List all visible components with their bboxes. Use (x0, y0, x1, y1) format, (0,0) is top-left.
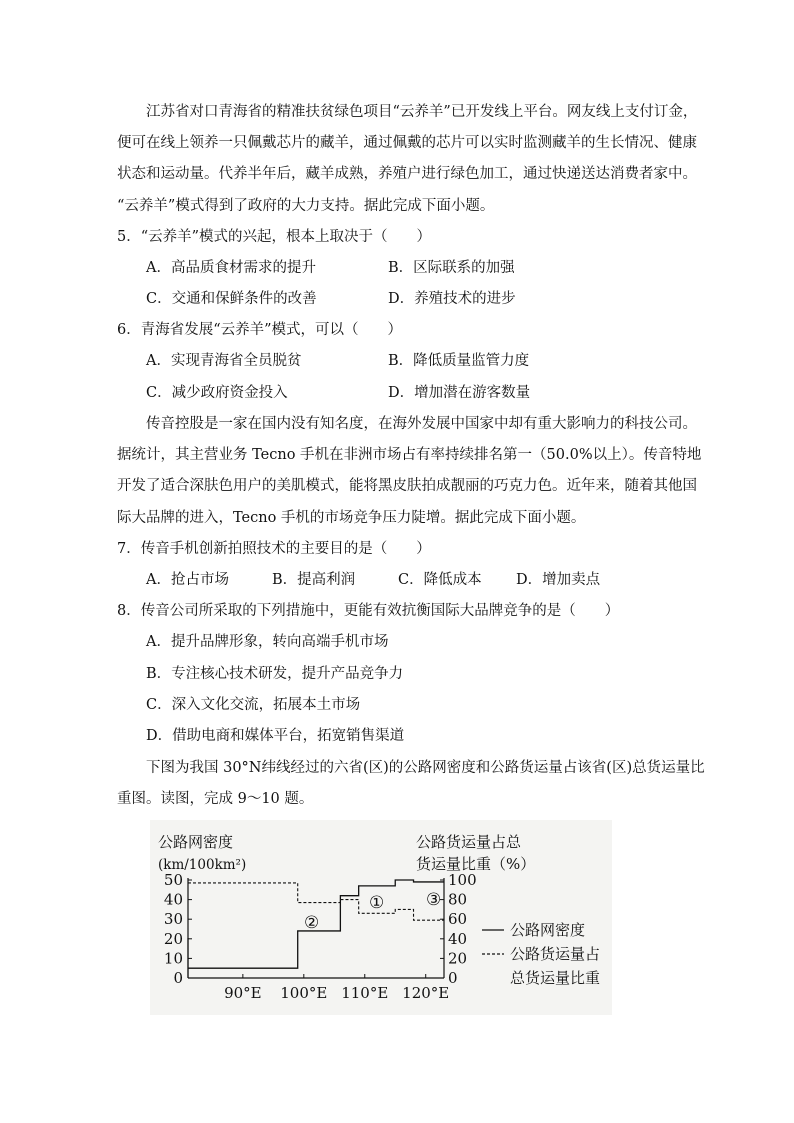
q7-option-c[interactable]: C．降低成本 (398, 572, 482, 588)
passage2-line: 据统计，其主营业务 Tecno 手机在非洲市场占有率持续排名第一（50.0%以上）。传音特地 (117, 447, 702, 463)
chart-svg (150, 820, 612, 1015)
x-tick-label: 90°E (224, 984, 262, 1002)
x-tick-label: 120°E (402, 984, 450, 1002)
q7-option-b[interactable]: B．提高利润 (272, 572, 356, 588)
right-axis-unit: 货运量比重（%） (416, 855, 536, 873)
passage1-line: “云养羊”模式得到了政府的大力支持。据此完成下面小题。 (117, 198, 495, 214)
question-5-stem: 5．“云养羊”模式的兴起，根本上取决于（ ） (117, 229, 432, 245)
question-6-stem: 6．青海省发展“云养羊”模式，可以（ ） (117, 322, 403, 338)
road-density-chart (150, 820, 612, 1015)
passage1-line: 江苏省对口青海省的精准扶贫绿色项目“云养羊”已开发线上平台。网友线上支付订金， (146, 104, 698, 120)
left-tick-label: 50 (163, 871, 183, 889)
right-tick-label: 20 (448, 949, 468, 968)
q6-option-a[interactable]: A．实现青海省全员脱贫 (146, 353, 302, 369)
q6-option-c[interactable]: C．减少政府资金投入 (146, 385, 288, 401)
passage3-line: 重图。读图，完成 9～10 题。 (117, 791, 314, 807)
region-label-2: ② (304, 913, 320, 933)
q5-option-b[interactable]: B．区际联系的加强 (388, 260, 515, 276)
x-tick-label: 110°E (341, 984, 389, 1002)
left-axis-title: 公路网密度 (158, 833, 234, 851)
question-8-stem: 8．传音公司所采取的下列措施中，更能有效抗衡国际大品牌竞争的是（ ） (117, 603, 620, 619)
right-tick-label: 60 (448, 910, 468, 929)
legend-label-density: 公路网密度 (510, 921, 586, 939)
right-tick-label: 100 (448, 871, 477, 889)
q8-option-c[interactable]: C．深入文化交流，拓展本土市场 (146, 697, 361, 713)
left-tick-label: 20 (163, 929, 183, 948)
right-axis-title: 公路货运量占总 (416, 833, 522, 851)
q8-option-a[interactable]: A．提升品牌形象，转向高端手机市场 (146, 634, 389, 650)
q6-option-b[interactable]: B．降低质量监管力度 (388, 353, 530, 369)
q8-option-d[interactable]: D．借助电商和媒体平台，拓宽销售渠道 (146, 728, 405, 744)
legend-label-share-2: 总货运量比重 (510, 969, 601, 987)
region-label-3: ③ (426, 890, 442, 910)
left-tick-label: 30 (163, 910, 183, 929)
right-tick-label: 0 (448, 969, 458, 987)
passage2-line: 开发了适合深肤色用户的美肌模式，能将黑皮肤拍成靓丽的巧克力色。近年来，随着其他国 (117, 478, 697, 494)
passage1-line: 状态和运动量。代养半年后，藏羊成熟，养殖户进行绿色加工，通过快递送达消费者家中。 (117, 166, 697, 182)
q6-option-d[interactable]: D．增加潜在游客数量 (388, 385, 531, 401)
q5-option-d[interactable]: D．养殖技术的进步 (388, 291, 516, 307)
passage3-line: 下图为我国 30°N纬线经过的六省(区)的公路网密度和公路货运量占该省(区)总货运量比 (146, 760, 705, 776)
passage2-line: 传音控股是一家在国内没有知名度，在海外发展中国家中却有重大影响力的科技公司。 (146, 416, 697, 432)
q5-option-a[interactable]: A．高品质食材需求的提升 (146, 260, 316, 276)
q5-option-c[interactable]: C．交通和保鲜条件的改善 (146, 291, 317, 307)
question-7-stem: 7．传音手机创新拍照技术的主要目的是（ ） (117, 541, 431, 557)
left-tick-label: 10 (163, 949, 183, 968)
legend-label-share-1: 公路货运量占 (510, 945, 601, 963)
right-tick-label: 80 (448, 890, 468, 909)
q7-option-d[interactable]: D．增加卖点 (516, 572, 601, 588)
x-tick-label: 100°E (280, 984, 328, 1002)
q7-option-a[interactable]: A．抢占市场 (146, 572, 229, 588)
passage2-line: 际大品牌的进入，Tecno 手机的市场竞争压力陡增。据此完成下面小题。 (117, 510, 586, 526)
left-tick-label: 0 (173, 969, 183, 987)
left-axis-unit: (km/100km²) (158, 857, 247, 873)
passage1-line: 便可在线上领养一只佩戴芯片的藏羊，通过佩戴的芯片可以实时监测藏羊的生长情况、健康 (117, 135, 697, 151)
region-label-1: ① (369, 893, 385, 913)
left-tick-label: 40 (163, 890, 183, 909)
q8-option-b[interactable]: B．专注核心技术研发，提升产品竞争力 (146, 666, 404, 682)
right-tick-label: 40 (448, 929, 468, 948)
